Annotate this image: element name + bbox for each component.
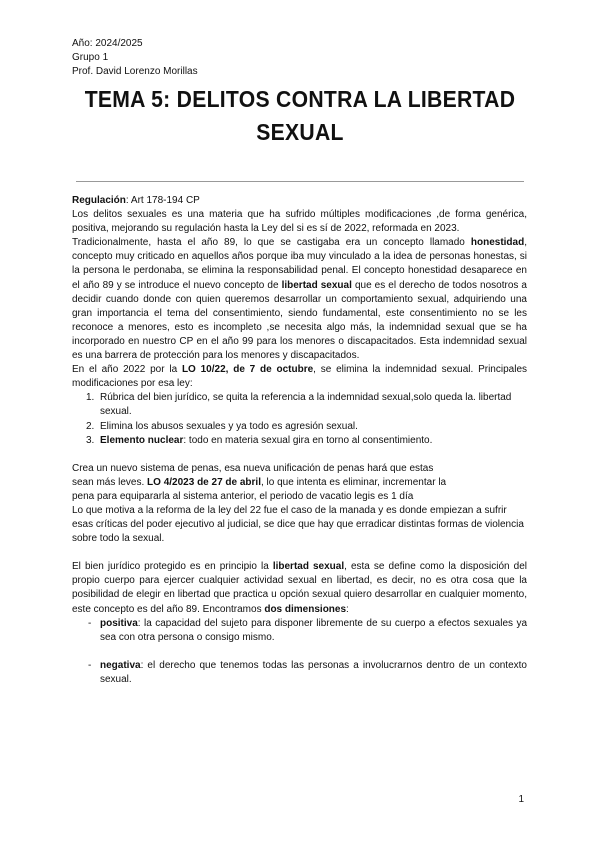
regulation-line [72, 194, 527, 208]
dimension-text: : el derecho que tenemos todas las personas a involucrarnos dentro de un contexto sexual. [100, 659, 527, 685]
p5-e: : [346, 603, 349, 615]
paragraph-penas-l1: Crea un nuevo sistema de penas, esa nueva unificación de penas hará que estas [72, 462, 434, 474]
header-year: Año: 2024/2025 [72, 38, 143, 49]
list-text: : todo en materia sexual gira en torno al consentimiento. [183, 434, 433, 446]
title-divider [76, 181, 524, 182]
law-lo-10-22: LO 10/22, de 7 de octubre [181, 364, 314, 376]
document-body [72, 194, 527, 687]
p3-c: , se elimina la indemnidad sexual. Principales modificaciones por esa ley: [72, 364, 528, 390]
paragraph-intro: Los delitos sexuales es una materia que ha sufrido múltiples modificaciones ,de forma genérica, positiva, mejorando su regulación hasta la Ley del si es sí de 2022, reformada en 2023. [72, 209, 527, 235]
paragraph-bien-juridico [72, 560, 527, 616]
dimension-negativa [72, 659, 527, 687]
p3-a: En el año 2022 por la [72, 364, 182, 376]
paragraph-history [72, 236, 527, 363]
paragraph-reforma: Lo que motiva a la reforma de la ley del 22 fue el caso de la manada y es donde empiezan a sufrir esas críticas del poder ejecutivo al judicial, se dice que hay que erradicar distintas formas de violencia sobre todo la sexual. [72, 504, 524, 545]
dimension-positiva [72, 617, 527, 645]
list-text: Elimina los abusos sexuales y ya todo es agresión sexual. [100, 420, 358, 432]
law-lo-4-2023: LO 4/2023 de 27 de abril [147, 476, 261, 488]
p4-l2a: sean más leves. [72, 476, 148, 488]
page-number: 1 [518, 794, 524, 805]
dash-mark: - [88, 659, 92, 671]
list-number: 3. [86, 434, 95, 446]
paragraph-penas-l3: pena para equipararla al sistema anterior, el periodo de vacatio legis es 1 día [72, 490, 414, 502]
p5-c: , esta se define como la disposición del propio cuerpo para ejercer cualquier actividad sexual en libertad, es decir, no es otra cosa que la posibilidad de elegir en libertad que practica u opción sexual quiero desarrollar en cualquier momento, este concepto es del año 89. Encontramos [72, 561, 528, 615]
page-title-line1: TEMA 5: DELITOS CONTRA LA LIBERTAD [84, 86, 516, 112]
p5-a: El bien jurídico protegido es en principio la [72, 561, 273, 573]
list-text: Rúbrica del bien jurídico, se quita la referencia a la indemnidad sexual,solo queda la. libertad sexual. [100, 392, 512, 418]
list-number: 1. [86, 392, 95, 404]
regulation-text: : Art 178-194 CP [125, 195, 200, 206]
term-dos-dimensiones: dos dimensiones [264, 603, 347, 615]
term-libertad-sexual-2: libertad sexual [272, 561, 345, 573]
term-libertad-sexual: libertad sexual [281, 279, 352, 291]
modifications-list [72, 391, 527, 447]
p2-e: que es el derecho de todos nosotros a decidir cuando donde con quien queremos desarrollar un comportamiento sexual, adquiriendo una gran importancia el tema del consentimiento, siendo fundamental, este consentimiento no se les reconoce a menores, esto es incompleto ,se necesita algo más, la indemnidad sexual que se ha incorporado en nuestro CP en el año 99 para los menores o discapacitados. Esta indemnidad sexual es una barrera de protección para los menores y discapacitados. [72, 279, 527, 362]
header-professor: Prof. David Lorenzo Morillas [72, 66, 198, 77]
list-item [72, 391, 527, 419]
list-item [72, 434, 527, 448]
p2-a: Tradicionalmente, hasta el año 89, lo que se castigaba era un concepto llamado [72, 237, 471, 249]
p2-c: , concepto muy criticado en aquellos años porque iba muy vinculado a la idea de personas honestas, si la persona le perdonaba, se elimina la responsabilidad penal. El concepto honestidad desaparece en el año 89 y se introduce el nuevo concepto de [72, 237, 527, 291]
paragraph-2022 [72, 363, 527, 391]
paragraph-penas-l2 [72, 476, 527, 490]
spacer [72, 645, 527, 659]
spacer [72, 448, 527, 462]
spacer [72, 546, 527, 560]
header-group: Grupo 1 [72, 52, 109, 63]
term-honestidad: honestidad [470, 237, 525, 249]
list-item [72, 420, 527, 434]
dimension-text: : la capacidad del sujeto para disponer libremente de su cuerpo a efectos sexuales ya sea con otra persona o consigo mismo. [100, 617, 527, 643]
dash-mark: - [88, 617, 92, 629]
p4-l2c: , lo que intenta es eliminar, incrementar la [261, 476, 447, 488]
page-title-line2: SEXUAL [256, 119, 344, 145]
dimension-label: positiva [100, 617, 138, 629]
list-number: 2. [86, 420, 95, 432]
dimension-label: negativa [100, 659, 141, 671]
regulation-label: Regulación [72, 195, 126, 206]
list-bold-term: Elemento nuclear [100, 434, 184, 446]
